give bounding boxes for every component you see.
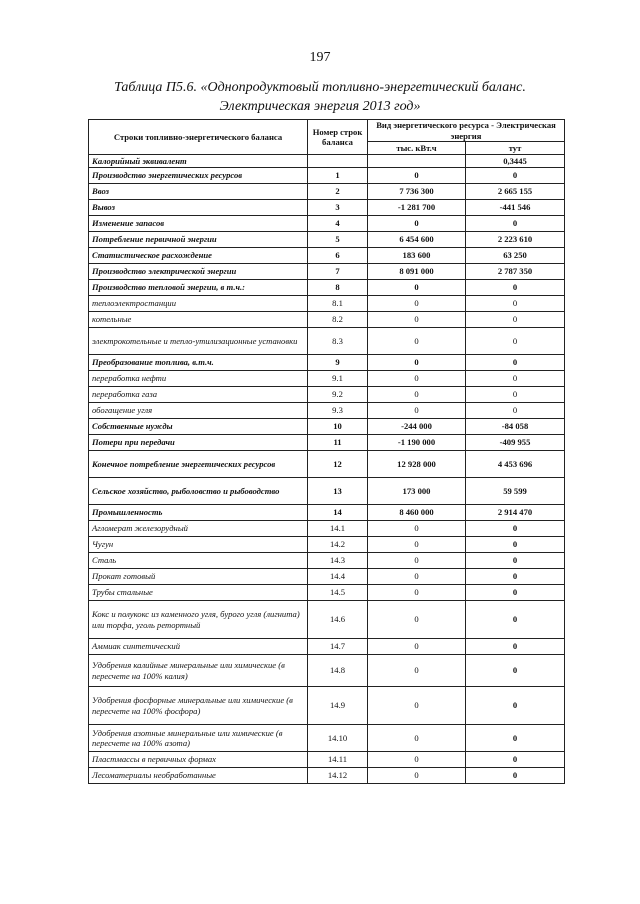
- row-number: 14: [308, 505, 368, 521]
- row-number: 9: [308, 355, 368, 371]
- value-kwh: 0: [368, 725, 466, 752]
- value-tut: -441 546: [466, 200, 565, 216]
- row-number: [308, 155, 368, 168]
- value-tut: 0,3445: [466, 155, 565, 168]
- table-row: [89, 264, 565, 280]
- row-name: Конечное потребление энергетических ресурсов: [89, 451, 308, 478]
- row-name: Изменение запасов: [89, 216, 308, 232]
- table-row: [89, 403, 565, 419]
- header-row-number: Номер строк баланса: [308, 120, 368, 155]
- row-name: Удобрения фосфорные минеральные или химические (в пересчете на 100% фосфора): [89, 687, 308, 725]
- value-kwh: 0: [368, 601, 466, 639]
- page-number: 197: [309, 50, 331, 65]
- row-number: 9.2: [308, 387, 368, 403]
- row-name: Ввоз: [89, 184, 308, 200]
- value-kwh: 183 600: [368, 248, 466, 264]
- table-row: [89, 601, 565, 639]
- value-kwh: 0: [368, 328, 466, 355]
- value-kwh: 0: [368, 403, 466, 419]
- title-line-2: Электрическая энергия 2013 год»: [219, 99, 421, 114]
- value-tut: 0: [466, 553, 565, 569]
- value-tut: 0: [466, 768, 565, 784]
- value-tut: 0: [466, 403, 565, 419]
- row-number: 10: [308, 419, 368, 435]
- header-rows: Строки топливно-энергетического баланса: [89, 120, 308, 155]
- row-name: Чугун: [89, 537, 308, 553]
- value-tut: 2 665 155: [466, 184, 565, 200]
- row-name: Прокат готовый: [89, 569, 308, 585]
- value-tut: 2 914 470: [466, 505, 565, 521]
- value-kwh: 0: [368, 639, 466, 655]
- table-row: [89, 537, 565, 553]
- header-resource: Вид энергетического ресурса - Электрическая энергия: [368, 120, 565, 142]
- balance-table: [88, 119, 565, 784]
- row-number: 14.12: [308, 768, 368, 784]
- row-number: 14.3: [308, 553, 368, 569]
- value-tut: 0: [466, 387, 565, 403]
- row-name: Собственные нужды: [89, 419, 308, 435]
- row-name: Потери при передачи: [89, 435, 308, 451]
- row-number: 12: [308, 451, 368, 478]
- table-row: [89, 569, 565, 585]
- row-number: 1: [308, 168, 368, 184]
- row-name: Сталь: [89, 553, 308, 569]
- value-kwh: 0: [368, 752, 466, 768]
- table-row: [89, 639, 565, 655]
- value-kwh: 0: [368, 312, 466, 328]
- table-row: [89, 387, 565, 403]
- table-row: [89, 184, 565, 200]
- row-number: 14.5: [308, 585, 368, 601]
- row-number: 11: [308, 435, 368, 451]
- row-name: обогащение угля: [89, 403, 308, 419]
- value-kwh: 0: [368, 168, 466, 184]
- table-row: [89, 768, 565, 784]
- value-kwh: -1 190 000: [368, 435, 466, 451]
- table-row: [89, 521, 565, 537]
- row-name: Трубы стальные: [89, 585, 308, 601]
- row-number: 9.3: [308, 403, 368, 419]
- row-name: Сельское хозяйство, рыболовство и рыбоводство: [89, 478, 308, 505]
- value-tut: 2 223 610: [466, 232, 565, 248]
- value-kwh: 0: [368, 355, 466, 371]
- value-tut: -84 058: [466, 419, 565, 435]
- row-name: Калорийный эквивалент: [89, 155, 308, 168]
- value-tut: 0: [466, 312, 565, 328]
- value-tut: 0: [466, 216, 565, 232]
- row-number: 14.10: [308, 725, 368, 752]
- value-tut: 0: [466, 725, 565, 752]
- value-kwh: 0: [368, 768, 466, 784]
- row-number: 13: [308, 478, 368, 505]
- value-tut: 0: [466, 569, 565, 585]
- row-name: котельные: [89, 312, 308, 328]
- row-name: Статистическое расхождение: [89, 248, 308, 264]
- value-tut: 0: [466, 328, 565, 355]
- row-number: 6: [308, 248, 368, 264]
- value-kwh: 8 091 000: [368, 264, 466, 280]
- table-row: [89, 200, 565, 216]
- value-tut: 0: [466, 371, 565, 387]
- row-name: Аммиак синтетический: [89, 639, 308, 655]
- value-tut: 0: [466, 639, 565, 655]
- table-row: [89, 655, 565, 687]
- value-tut: 0: [466, 585, 565, 601]
- table-row: [89, 752, 565, 768]
- table-row: [89, 248, 565, 264]
- row-name: Лесоматериалы необработанные: [89, 768, 308, 784]
- value-kwh: 0: [368, 537, 466, 553]
- table-row: [89, 232, 565, 248]
- table-row: [89, 296, 565, 312]
- row-name: теплоэлектростанции: [89, 296, 308, 312]
- row-name: переработка нефти: [89, 371, 308, 387]
- row-number: 14.8: [308, 655, 368, 687]
- value-tut: 0: [466, 655, 565, 687]
- value-kwh: 0: [368, 371, 466, 387]
- row-name: Производство тепловой энергии, в т.ч.:: [89, 280, 308, 296]
- value-kwh: 12 928 000: [368, 451, 466, 478]
- row-number: 4: [308, 216, 368, 232]
- value-kwh: 0: [368, 585, 466, 601]
- row-number: 14.6: [308, 601, 368, 639]
- value-kwh: 0: [368, 655, 466, 687]
- value-tut: 0: [466, 296, 565, 312]
- value-tut: 0: [466, 280, 565, 296]
- table-title: [60, 78, 580, 116]
- row-number: 14.1: [308, 521, 368, 537]
- row-number: 14.7: [308, 639, 368, 655]
- row-number: 5: [308, 232, 368, 248]
- table-row: [89, 328, 565, 355]
- value-kwh: 0: [368, 569, 466, 585]
- value-tut: 0: [466, 168, 565, 184]
- table-row: [89, 355, 565, 371]
- table-row: [89, 451, 565, 478]
- row-number: 14.2: [308, 537, 368, 553]
- row-name: Потребление первичной энергии: [89, 232, 308, 248]
- row-name: переработка газа: [89, 387, 308, 403]
- table-row: [89, 419, 565, 435]
- row-name: Производство электрической энергии: [89, 264, 308, 280]
- value-tut: 0: [466, 355, 565, 371]
- row-name: Кокс и полукокс из каменного угля, бурого угля (лигнита) или торфа, уголь ретортный: [89, 601, 308, 639]
- table-row: [89, 155, 565, 168]
- row-number: 3: [308, 200, 368, 216]
- row-number: 2: [308, 184, 368, 200]
- table-row: [89, 312, 565, 328]
- header-unit-kwh: тыс. кВт.ч: [368, 142, 466, 155]
- table-row: [89, 168, 565, 184]
- row-name: электрокотельные и тепло-утилизационные установки: [89, 328, 308, 355]
- table-row: [89, 435, 565, 451]
- value-tut: 63 250: [466, 248, 565, 264]
- value-tut: 59 599: [466, 478, 565, 505]
- value-kwh: 0: [368, 280, 466, 296]
- row-number: 7: [308, 264, 368, 280]
- value-kwh: 8 460 000: [368, 505, 466, 521]
- table-row: [89, 725, 565, 752]
- row-number: 9.1: [308, 371, 368, 387]
- value-tut: 4 453 696: [466, 451, 565, 478]
- value-kwh: [368, 155, 466, 168]
- value-tut: -409 955: [466, 435, 565, 451]
- table-row: [89, 687, 565, 725]
- row-number: 14.11: [308, 752, 368, 768]
- row-name: Преобразование топлива, в.т.ч.: [89, 355, 308, 371]
- value-tut: 2 787 350: [466, 264, 565, 280]
- row-number: 8.3: [308, 328, 368, 355]
- row-name: Производство энергетических ресурсов: [89, 168, 308, 184]
- row-name: Агломерат железорудный: [89, 521, 308, 537]
- row-name: Пластмассы в первичных формах: [89, 752, 308, 768]
- value-kwh: 0: [368, 296, 466, 312]
- table-row: [89, 371, 565, 387]
- title-line-1: Таблица П5.6. «Однопродуктовый топливно-энергетический баланс.: [114, 80, 526, 95]
- value-kwh: 0: [368, 387, 466, 403]
- row-number: 8.2: [308, 312, 368, 328]
- value-kwh: 6 454 600: [368, 232, 466, 248]
- row-number: 14.9: [308, 687, 368, 725]
- value-kwh: 7 736 300: [368, 184, 466, 200]
- row-name: Удобрения азотные минеральные или химические (в пересчете на 100% азота): [89, 725, 308, 752]
- value-kwh: -244 000: [368, 419, 466, 435]
- row-number: 14.4: [308, 569, 368, 585]
- row-name: Промышленность: [89, 505, 308, 521]
- value-tut: 0: [466, 601, 565, 639]
- table-row: [89, 553, 565, 569]
- value-kwh: 0: [368, 521, 466, 537]
- value-kwh: 0: [368, 553, 466, 569]
- value-kwh: 0: [368, 687, 466, 725]
- table-row: [89, 505, 565, 521]
- row-name: Вывоз: [89, 200, 308, 216]
- row-number: 8.1: [308, 296, 368, 312]
- value-tut: 0: [466, 537, 565, 553]
- table-row: [89, 585, 565, 601]
- table-row: [89, 478, 565, 505]
- value-tut: 0: [466, 687, 565, 725]
- value-tut: 0: [466, 752, 565, 768]
- row-name: Удобрения калийные минеральные или химические (в пересчете на 100% калия): [89, 655, 308, 687]
- row-number: 8: [308, 280, 368, 296]
- value-kwh: -1 281 700: [368, 200, 466, 216]
- value-tut: 0: [466, 521, 565, 537]
- table-row: [89, 216, 565, 232]
- value-kwh: 173 000: [368, 478, 466, 505]
- header-unit-tut: тут: [466, 142, 565, 155]
- table-row: [89, 280, 565, 296]
- value-kwh: 0: [368, 216, 466, 232]
